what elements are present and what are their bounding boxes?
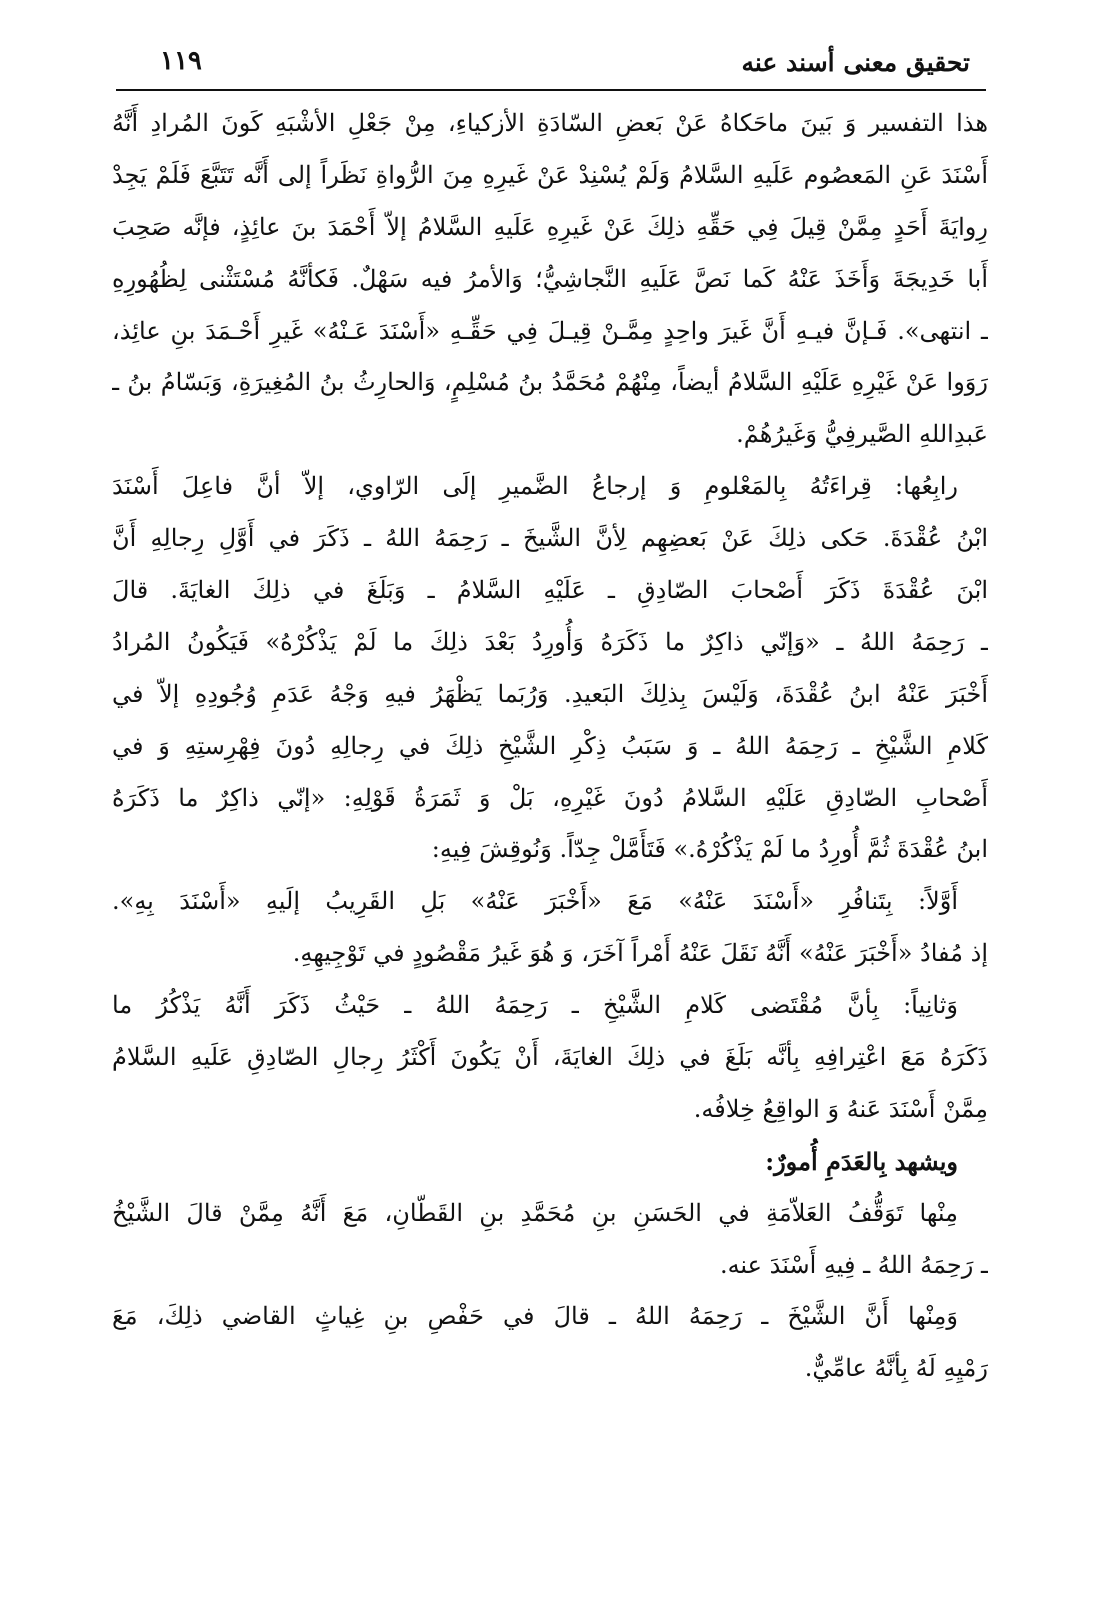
text-line: أَسْنَدَ عَنِ المَعصُوم عَلَيهِ السَّلامُ وَلَمْ يُسْنِدْ عَنْ غَيرِهِ مِنَ الرُّواةِ نَظَراً إلى أَنَّه تَتَبَّعَ فَلَمْ يَجِدْ xyxy=(112,160,988,189)
text-line: أَبا خَدِيجَةَ وَأَخَذَ عَنْهُ كَما نَصَّ عَلَيهِ النَّجاشِيُّ؛ وَالأمرُ فيه سَهْلٌ. فَكأنَّهُ مُسْتَثْنى لِظُهُورِهِ xyxy=(112,264,988,293)
text-line: ـ انتهى». فَـإنَّ فيـهِ أَنَّ غَيرَ واحِدٍ مِمَّـنْ قِيـلَ فِي حَقِّـهِ «أَسْنَدَ عَـنْهُ» غَيرِ أَحْـمَدَ بنِ عائِذ، xyxy=(112,316,988,345)
text-line: رابِعُها: قِراءَتُهُ بِالمَعْلومِ وَ إرجاعُ الضَّميرِ إلَى الرّاوي، إلاّ أنَّ فاعِلَ أَسْنَدَ xyxy=(112,472,958,501)
text-line: وَثانِياً: بِأنَّ مُقْتَضى كَلامِ الشَّيْخِ ـ رَحِمَهُ اللهُ ـ حَيْثُ ذَكَرَ أَنَّهُ يَذْكُرُ ما xyxy=(112,991,958,1020)
text-line: أَصْحابِ الصّادِقِ عَلَيْهِ السَّلامُ دُونَ غَيْرِهِ، بَلْ وَ ثَمَرَةُ قَوْلِهِ: «إنّي ذاكِرٌ ما ذَكَرَهُ xyxy=(112,783,988,812)
text-line: ابْنَ عُقْدَةَ ذَكَرَ أَصْحابَ الصّادِقِ ـ عَلَيْهِ السَّلامُ ـ وَبَلَغَ في ذلِكَ الغايَةَ. قالَ xyxy=(112,576,988,605)
text-line: أَخْبَرَ عَنْهُ ابنُ عُقْدَةَ، وَلَيْسَ بِذلِكَ البَعيدِ. وَرُبَما يَظْهَرُ فيهِ وَجْهُ عَدَمِ وُجُودِهِ إلاّ في xyxy=(112,679,988,708)
text-line: ـ رَحِمَهُ اللهُ ـ «وَإنّي ذاكِرٌ ما ذَكَرَهُ وَأُورِدُ بَعْدَ ذلِكَ ما لَمْ يَذْكُرْهُ» فَيَكُونُ المُرادُ xyxy=(112,627,988,656)
text-line: ابْنُ عُقْدَةَ. حَكى ذلِكَ عَنْ بَعضِهِم لِأنَّ الشَّيخَ ـ رَحِمَهُ اللهُ ـ ذَكَرَ في أَوَّلِ رِجالِهِ أَنَّ xyxy=(112,524,988,553)
text-line: عَبدِاللهِ الصَّيرفِيُّ وَغَيرُهُمْ. xyxy=(736,420,988,449)
running-title: تحقيق معنى أسند عنه xyxy=(741,48,970,77)
text-line: رَوَوا عَنْ غَيْرِهِ عَلَيْهِ السَّلامُ أيضاً، مِنْهُمْ مُحَمَّدُ بنُ مُسْلِمٍ، وَالحارِثُ بنُ المُغِيرَةِ، وَبَسّامُ بنُ ـ xyxy=(112,368,988,397)
text-line: ويشهد بِالعَدَمِ أُمورٌ: xyxy=(765,1146,958,1176)
text-line: مِنْها تَوَقُّفُ العَلاّمَةِ في الحَسَنِ بنِ مُحَمَّدِ بنِ القَطّانِ، مَعَ أَنَّهُ مِمَّنْ قالَ الشَّيْخُ xyxy=(112,1198,958,1227)
text-line: هذا التفسير وَ بَينَ ماحَكاهُ عَنْ بَعضِ السّادَةِ الأزكياءِ، مِنْ جَعْلِ الأشْبَهِ كَونَ المُرادِ أَنَّهُ xyxy=(112,109,988,137)
text-line: كَلامِ الشَّيْخِ ـ رَحِمَهُ اللهُ ـ وَ سَبَبُ ذِكْرِ الشَّيْخِ ذلِكَ في رِجالِهِ دُونَ فِهْرِستِهِ وَ في xyxy=(112,731,988,760)
text-line: وَمِنْها أَنَّ الشَّيْخَ ـ رَحِمَهُ اللهُ ـ قالَ في حَفْصِ بنِ غِياثٍ القاضي ذلِكَ، مَعَ xyxy=(112,1302,959,1331)
page-header xyxy=(116,44,984,88)
header-divider xyxy=(116,89,986,91)
text-line: رَمْيِهِ لَهُ بِأنَّهُ عامِّيٌّ. xyxy=(804,1354,988,1383)
page-number: ١١٩ xyxy=(160,46,202,76)
text-line: رِوايَةَ أَحَدٍ مِمَّنْ قِيلَ فِي حَقِّهِ ذلِكَ عَنْ غَيرِهِ عَلَيهِ السَّلامُ إلاّ أَحْمَدَ بنَ عائِذٍ، فإنَّه صَحِبَ xyxy=(112,212,988,241)
body-text xyxy=(112,98,988,1478)
text-line: ذَكَرَهُ مَعَ اعْتِرافِهِ بِأنَّه بَلَغَ في ذلِكَ الغايَةَ، أَنْ يَكُونَ أَكْثَرُ رِجالِ الصّادِقِ عَلَيهِ السَّلامُ xyxy=(112,1043,988,1072)
text-line: ابنُ عُقْدَةَ ثُمَّ أُورِدُ ما لَمْ يَذْكُرْهُ.» فَتَأَمَّلْ جِدّاً. وَنُوقِشَ فِيهِ: xyxy=(431,835,988,864)
text-line: أَوَّلاً: بِتَنافُرِ «أَسْنَدَ عَنْهُ» مَعَ «أَخْبَرَ عَنْهُ» بَلِ القَرِيبُ إلَيهِ «أَسْنَدَ بِهِ». xyxy=(112,887,958,916)
text-line: مِمَّنْ أَسْنَدَ عَنهُ وَ الواقِعُ خِلافُه. xyxy=(693,1094,988,1123)
text-line: إذ مُفادُ «أَخْبَرَ عَنْهُ» أَنَّهُ نَقَلَ عَنْهُ أَمْراً آخَرَ، وَ هُوَ غَيرُ مَقْصُودٍ في تَوْجِيهِهِ. xyxy=(292,939,988,968)
text-line: ـ رَحِمَهُ اللهُ ـ فِيهِ أَسْنَدَ عنه. xyxy=(719,1250,988,1279)
